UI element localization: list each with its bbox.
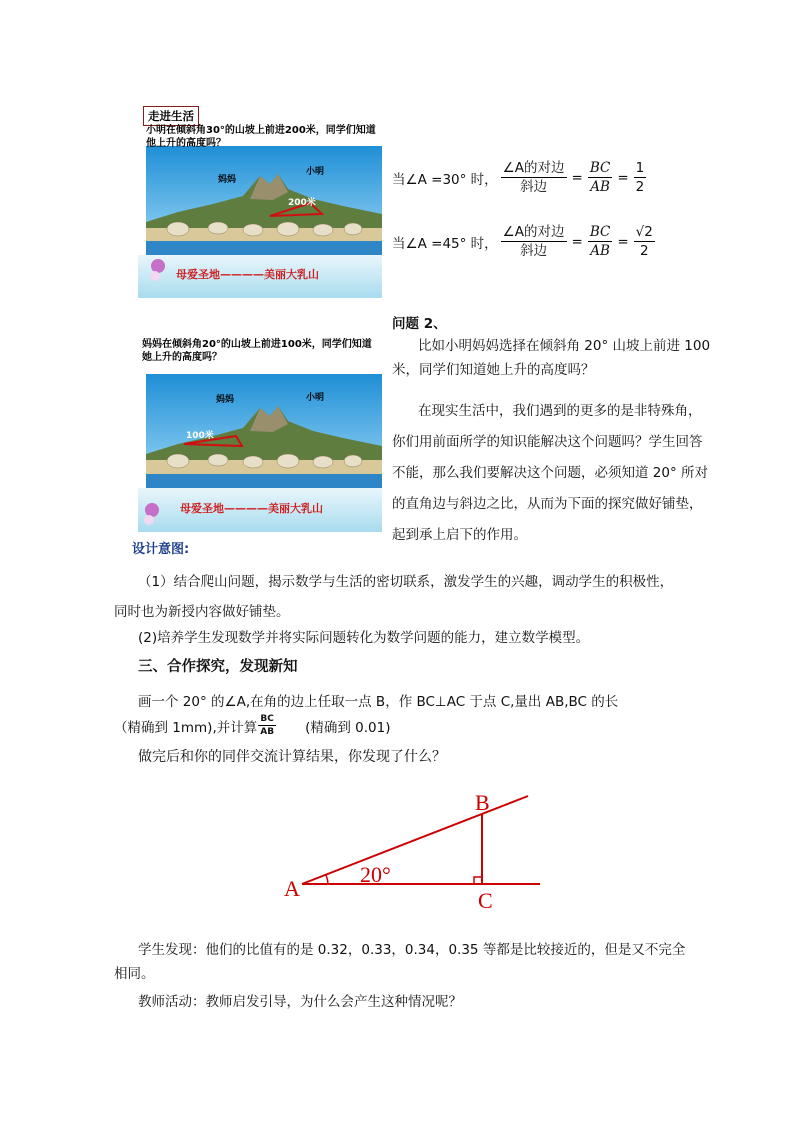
vertex-label-b: B <box>475 790 490 815</box>
findings-line-1: 学生发现：他们的比值有的是 0.32，0.33，0.34，0.35 等都是比较接近的，但是又不完全 <box>138 942 686 958</box>
label-mom-2: 妈妈 <box>216 395 235 405</box>
problem2-paragraph-2: 在现实生活中，我们遇到的更多的是非特殊角， 你们用前面所学的知识能解决这个问题吗？学生回答 不能，那么我们要解决这个问题，必须知道 20° 所对 的直角边与斜边之比，从而为下面的探究做好铺垫， 起到承上启下的作用。 <box>392 403 709 543</box>
label-xiaoming-2: 小明 <box>306 393 325 403</box>
angle-arc <box>326 875 328 884</box>
right-angle-mark <box>474 877 482 884</box>
angle-label: 20° <box>360 862 391 887</box>
section3-title: 三、合作探究，发现新知 <box>138 659 298 675</box>
formula2-value: $\frac{√2}{2}$ <box>635 224 653 259</box>
findings-line-2: 相同。 <box>114 966 155 982</box>
distance-label-1: 200米 <box>288 198 316 208</box>
section-tag: 走进生活 <box>143 106 199 126</box>
formula2-word-fraction: $\frac{\text{∠A的对边}}{\text{斜边}}$ <box>502 224 565 259</box>
footer-text-1: 母爱圣地————美丽大乳山 <box>176 268 319 281</box>
formula2-prefix: 当∠A =45° 时， <box>392 235 498 252</box>
formula1-word-fraction: $\frac{\text{∠A的对边}}{\text{斜边}}$ <box>502 160 565 195</box>
formula1-value: $\frac{1}{2}$ <box>635 160 645 195</box>
formula1-ratio: $\frac{BC}{AB}$ <box>589 160 611 195</box>
design-intent-title: 设计意图: <box>132 542 190 557</box>
section3-line-3: 做完后和你的同伴交流计算结果，你发现了什么？ <box>138 749 446 765</box>
distance-label-2: 100米 <box>186 431 214 441</box>
formula1-prefix: 当∠A =30° 时， <box>392 171 498 188</box>
panel2-caption: 妈妈在倾斜角20°的山坡上前进100米，同学们知道她上升的高度吗？ <box>142 339 372 363</box>
vertex-label-a: A <box>284 876 300 901</box>
panel1-caption: 小明在倾斜角30°的山坡上前进200米，同学们知道他上升的高度吗？ <box>146 125 376 149</box>
label-xiaoming-1: 小明 <box>306 167 325 177</box>
formula-45-degrees: 当∠A =45° 时， $\frac{\text{∠A的对边}}{\text{斜边}}$ = $\frac{BC}{AB}$ = $\frac{√2}{2}$ <box>392 224 653 259</box>
section3-line-2: （精确到 1mm),并计算 $\frac{BC}{AB}$ (精确到 0.01) <box>114 714 391 737</box>
section3-line-1: 画一个 20° 的∠A,在角的边上任取一点 B，作 BC⊥AC 于点 C,量出 AB,BC 的长 <box>138 694 619 710</box>
formula2-ratio: $\frac{BC}{AB}$ <box>589 224 611 259</box>
vertex-label-c: C <box>478 888 493 913</box>
problem2-title: 问题 2、 <box>392 316 447 332</box>
footer-text-2: 母爱圣地————美丽大乳山 <box>180 502 323 515</box>
hypotenuse-line <box>302 796 528 884</box>
design-item-1-line-2: 同时也为新授内容做好铺垫。 <box>114 604 290 620</box>
label-mom-1: 妈妈 <box>218 175 237 185</box>
triangle-figure <box>280 786 550 916</box>
design-item-2: (2)培养学生发现数学并将实际问题转化为数学问题的能力，建立数学模型。 <box>138 630 590 646</box>
formula-30-degrees: 当∠A =30° 时， $\frac{\text{∠A的对边}}{\text{斜边}}$ = $\frac{BC}{AB}$ = $\frac{1}{2}$ <box>392 160 645 195</box>
problem2-paragraph-1: 比如小明妈妈选择在倾斜角 20° 山坡上前进 100 米，同学们知道她上升的高度吗？ <box>392 338 711 378</box>
design-item-1-line-1: （1）结合爬山问题，揭示数学与生活的密切联系，激发学生的兴趣，调动学生的积极性， <box>138 574 674 590</box>
findings-line-3: 教师活动：教师启发引导，为什么会产生这种情况呢？ <box>138 994 462 1010</box>
